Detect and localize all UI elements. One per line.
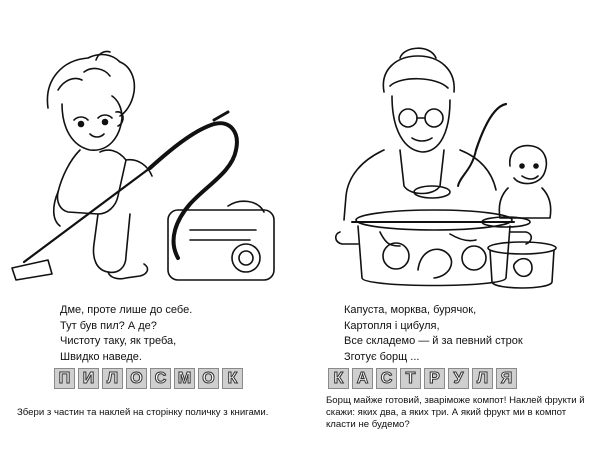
poem-vacuum xyxy=(60,303,192,365)
poem-line: Зготує борщ ... xyxy=(344,350,420,363)
letter-tile: Л xyxy=(102,368,123,389)
letter-tile: Т xyxy=(400,368,421,389)
letter-tile: П xyxy=(54,368,75,389)
right-page xyxy=(300,0,600,461)
letter-tile: К xyxy=(328,368,349,389)
answer-tiles-pot xyxy=(328,368,517,389)
grandma-cooking-illustration xyxy=(300,0,600,300)
poem-line: Швидко наведе. xyxy=(60,350,142,363)
letter-tile: М xyxy=(174,368,195,389)
letter-tile: Я xyxy=(496,368,517,389)
letter-tile: И xyxy=(78,368,99,389)
letter-tile: Р xyxy=(424,368,445,389)
letter-tile: О xyxy=(126,368,147,389)
task-compote: Борщ майже готовий, зваріможе компот! Наклей фрукти й скажи: яких два, а яких три. А який фрукт ми в компот класти не будемо? xyxy=(326,395,585,430)
boy-vacuuming-illustration xyxy=(0,0,300,300)
letter-tile: Л xyxy=(472,368,493,389)
letter-tile: А xyxy=(352,368,373,389)
task-shelf: Збери з частин та наклей на сторінку поличку з книгами. xyxy=(17,407,269,418)
poem-line: Картопля і цибуля, xyxy=(344,319,440,332)
poem-line: Все складемо — й за певний строк xyxy=(344,335,523,347)
letter-tile: С xyxy=(376,368,397,389)
letter-tile: С xyxy=(150,368,171,389)
answer-tiles-vacuum xyxy=(54,368,243,389)
poem-pot xyxy=(344,303,523,365)
poem-line: Капуста, морква, бурячок, xyxy=(344,304,477,316)
letter-tile: К xyxy=(222,368,243,389)
poem-line: Тут був пил? А де? xyxy=(60,319,157,332)
letter-tile: У xyxy=(448,368,469,389)
letter-tile: О xyxy=(198,368,219,389)
poem-line: Чистоту таку, як треба, xyxy=(60,335,177,347)
poem-line: Дме, проте лише до себе. xyxy=(60,304,193,316)
